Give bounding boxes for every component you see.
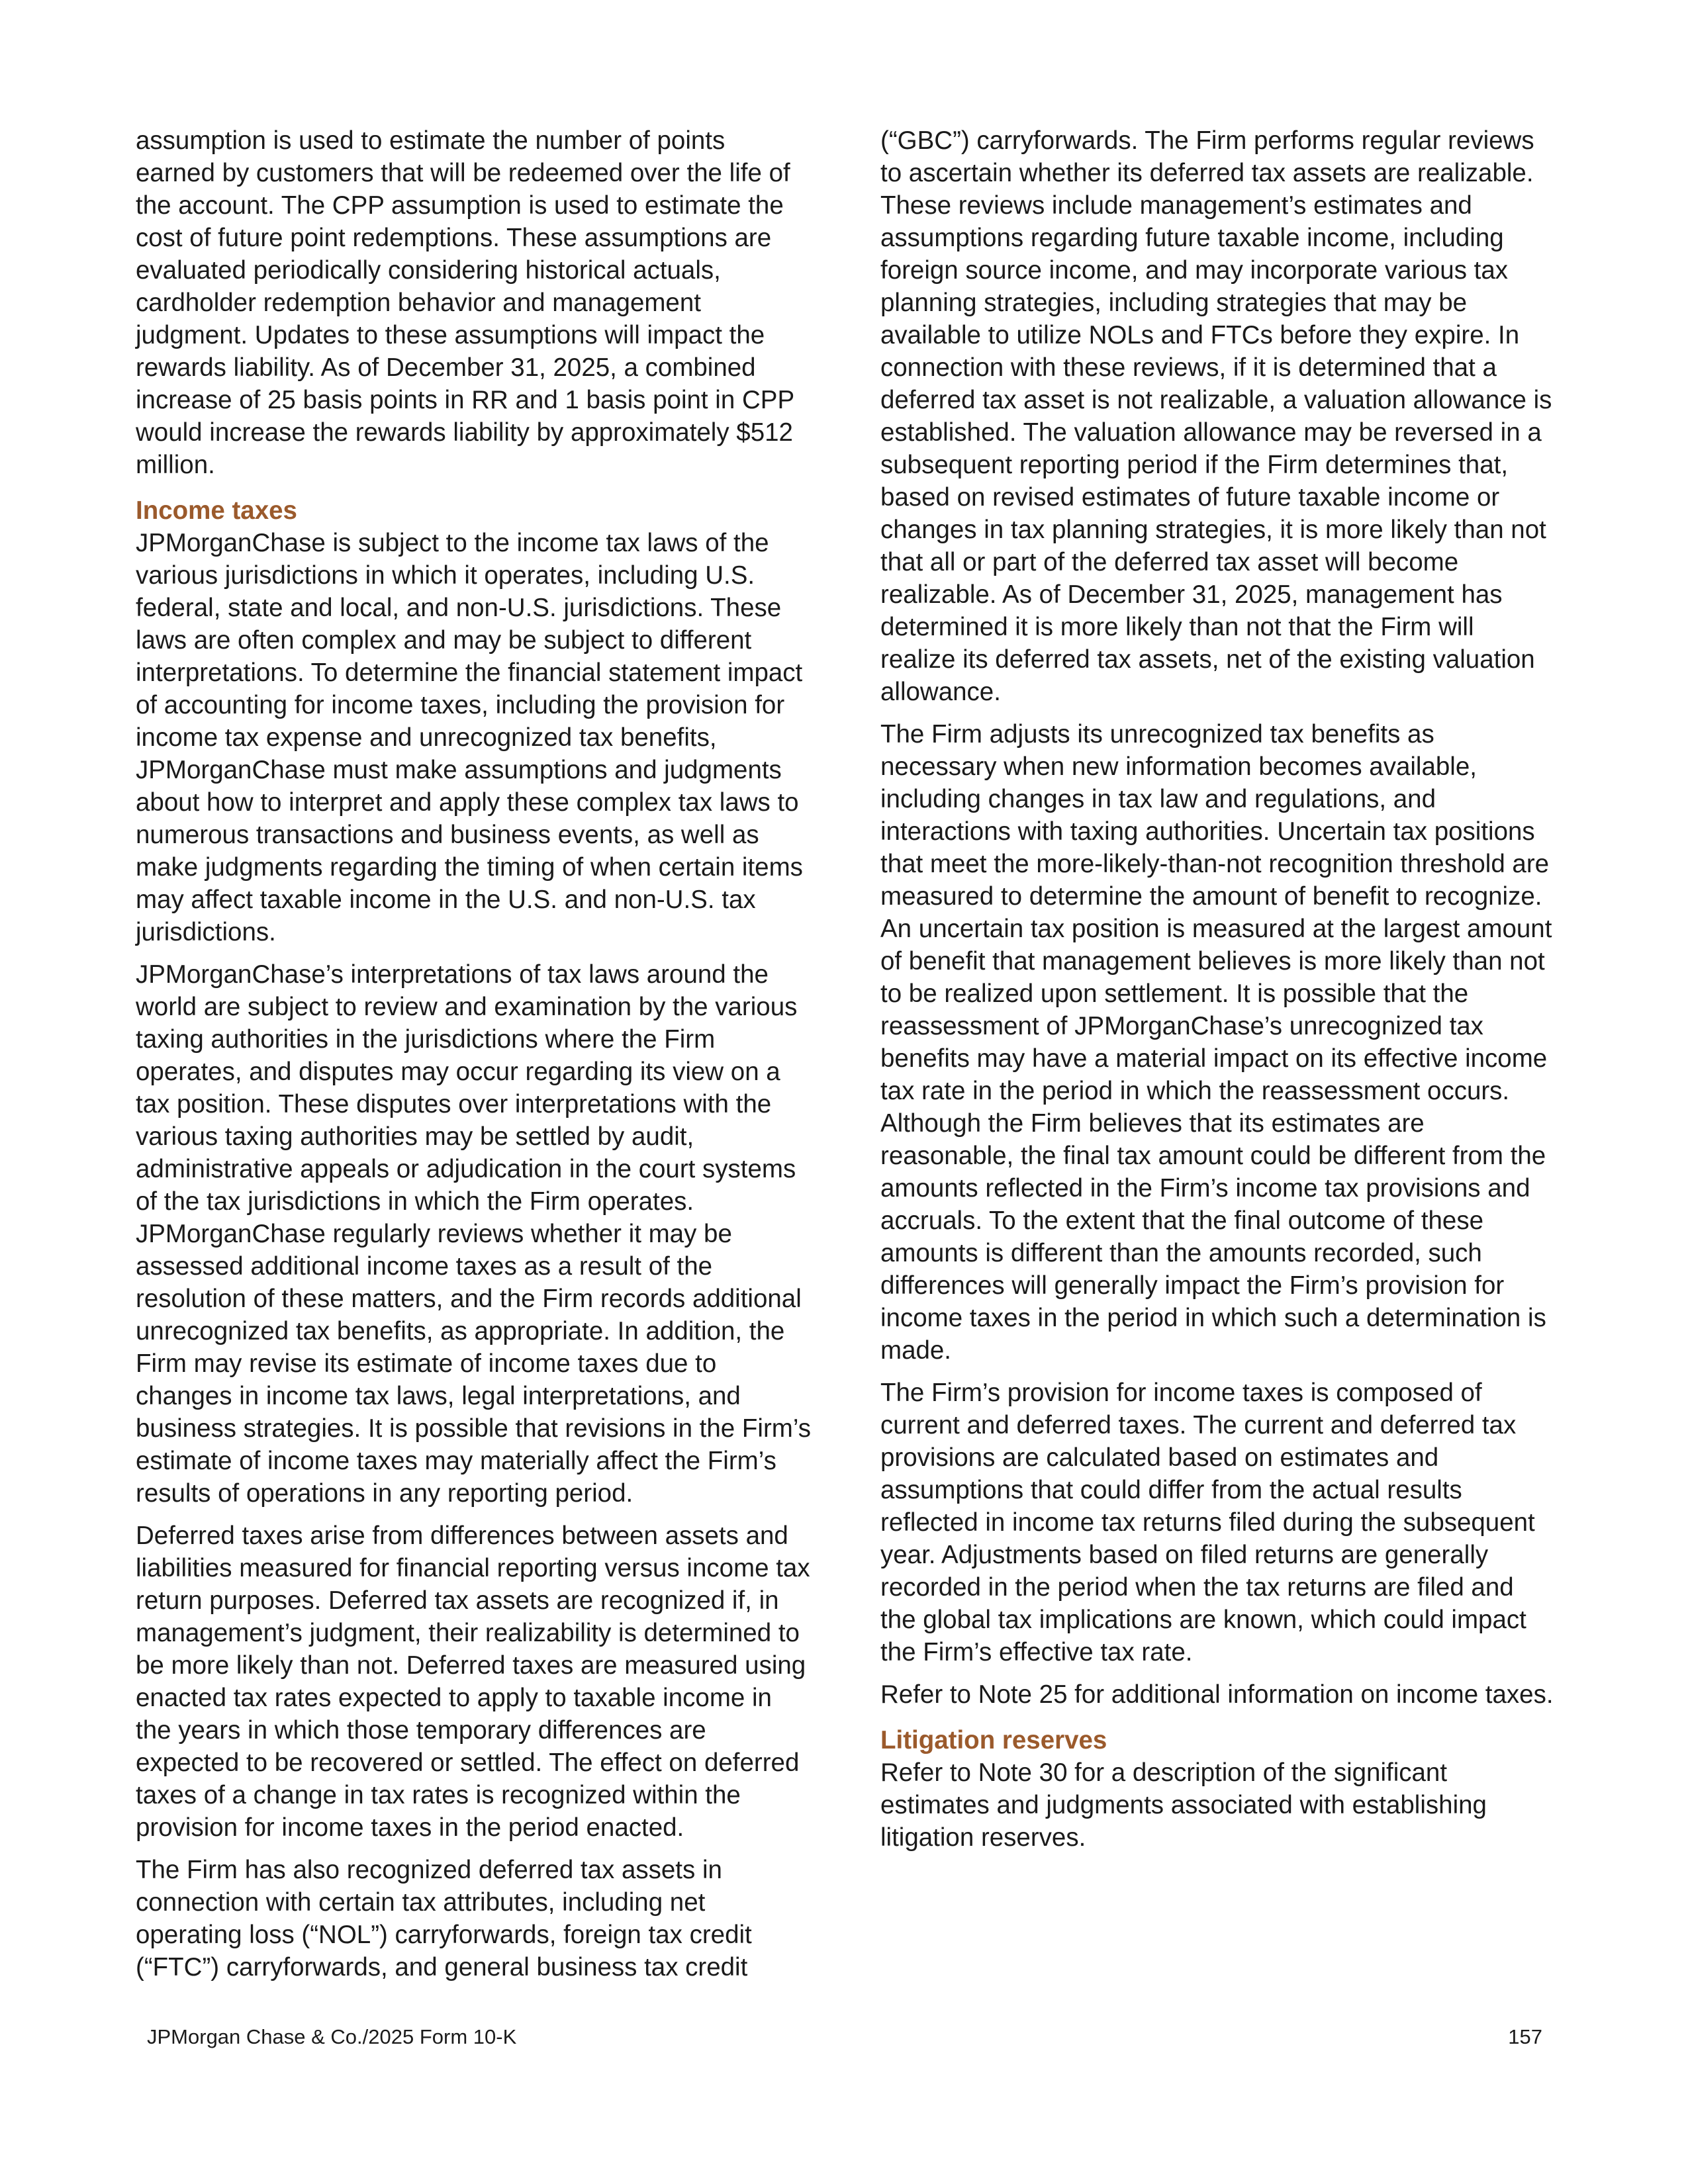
paragraph: The Firm adjusts its unrecognized tax benefits as necessary when new information becomes available, including changes in tax law and regulations, and interactions with taxing authorities. Uncertain tax positions that meet the more-likely-than-not recognition threshold are measured to determine the amount of benefit to recognize. An uncertain tax position is measured at the largest amount of benefit that management believes is more likely than not to be realized upon settlement. It is possible that the reassessment of JPMorganChase’s unrecognized tax benefits may have a material impact on its effective income tax rate in the period in which the reassessment occurs. Although the Firm believes that its estimates are reasonable, the final tax amount could be different from the amounts reflected in the Firm’s income tax provisions and accruals. To the extent that the final outcome of these amounts is different than the amounts recorded, such differences will generally impact the Firm’s provision for income taxes in the period in which such a determination is made. bbox=[880, 720, 1552, 1365]
left-column bbox=[136, 124, 811, 1993]
paragraph: JPMorganChase is subject to the income tax laws of the various jurisdictions in which it operates, including U.S. federal, state and local, and non-U.S. jurisdictions. These laws are often complex and may be subject to different interpretations. To determine the financial statement impact of accounting for income taxes, including the provision for income tax expense and unrecognized tax benefits, JPMorganChase must make assumptions and judgments about how to interpret and apply these complex tax laws to numerous transactions and business events, as well as make judgments regarding the timing of when certain items may affect taxable income in the U.S. and non-U.S. tax jurisdictions. bbox=[136, 529, 803, 946]
footer-source: JPMorgan Chase & Co./2025 Form 10-K bbox=[147, 2025, 517, 2048]
paragraph: The Firm’s provision for income taxes is composed of current and deferred taxes. The current and deferred tax provisions are calculated based on estimates and assumptions that could differ from the actual results reflected in income tax returns filed during the subsequent year. Adjustments based on filed returns are generally recorded in the period when the tax returns are filed and the global tax implications are known, which could impact the Firm’s effective tax rate. bbox=[880, 1379, 1535, 1666]
paragraph: JPMorganChase’s interpretations of tax laws around the world are subject to review and examination by the various taxing authorities in the jurisdictions where the Firm operates, and disputes may occur regarding its view on a tax position. These disputes over interpretations with the various taxing authorities may be settled by audit, administrative appeals or adjudication in the court systems of the tax jurisdictions in which the Firm operates. JPMorganChase regularly reviews whether it may be assessed additional income taxes as a result of the resolution of these matters, and the Firm records additional unrecognized tax benefits, as appropriate. In addition, the Firm may revise its estimate of income taxes due to changes in income tax laws, legal interpretations, and business strategies. It is possible that revisions in the Firm’s estimate of income taxes may materially affect the Firm’s results of operations in any reporting period. bbox=[136, 960, 811, 1508]
paragraph: (“GBC”) carryforwards. The Firm performs regular reviews to ascertain whether its deferred tax assets are realizable. These reviews include management’s estimates and assumptions regarding future taxable income, including foreign source income, and may incorporate various tax planning strategies, including strategies that may be available to utilize NOLs and FTCs before they expire. In connection with these reviews, if it is determined that a deferred tax asset is not realizable, a valuation allowance is established. The valuation allowance may be reversed in a subsequent reporting period if the Firm determines that, based on revised estimates of future taxable income or changes in tax planning strategies, it is more likely than not that all or part of the deferred tax asset will become realizable. As of December 31, 2025, management has determined it is more likely than not that the Firm will realize its deferred tax assets, net of the existing valuation allowance. bbox=[880, 126, 1552, 706]
paragraph: Deferred taxes arise from differences between assets and liabilities measured for financial reporting versus income tax return purposes. Deferred tax assets are recognized if, in management’s judgment, their realizability is determined to be more likely than not. Deferred taxes are measured using enacted tax rates expected to apply to taxable income in the years in which those temporary differences are expected to be recovered or settled. The effect on deferred taxes of a change in tax rates is recognized within the provision for income taxes in the period enacted. bbox=[136, 1522, 810, 1842]
paragraph: Refer to Note 30 for a description of the significant estimates and judgments associated with establishing litigation reserves. bbox=[880, 1758, 1487, 1852]
paragraph: assumption is used to estimate the number of points earned by customers that will be redeemed over the life of the account. The CPP assumption is used to estimate the cost of future point redemptions. These assumptions are evaluated periodically considering historical actuals, cardholder redemption behavior and management judgment. Updates to these assumptions will impact the rewards liability. As of December 31, 2025, a combined increase of 25 basis points in RR and 1 basis point in CPP would increase the rewards liability by approximately $512 million. bbox=[136, 126, 794, 479]
section-heading-litigation-reserves: Litigation reserves bbox=[880, 1726, 1107, 1754]
paragraph: Refer to Note 25 for additional information on income taxes. bbox=[880, 1680, 1554, 1709]
right-column bbox=[880, 124, 1556, 1864]
page-number: 157 bbox=[1508, 2025, 1542, 2048]
paragraph: The Firm has also recognized deferred tax assets in connection with certain tax attributes, including net operating loss (“NOL”) carryforwards, foreign tax credit (“FTC”) carryforwards, and general business tax credit bbox=[136, 1856, 752, 1981]
section-heading-income-taxes: Income taxes bbox=[136, 496, 297, 525]
